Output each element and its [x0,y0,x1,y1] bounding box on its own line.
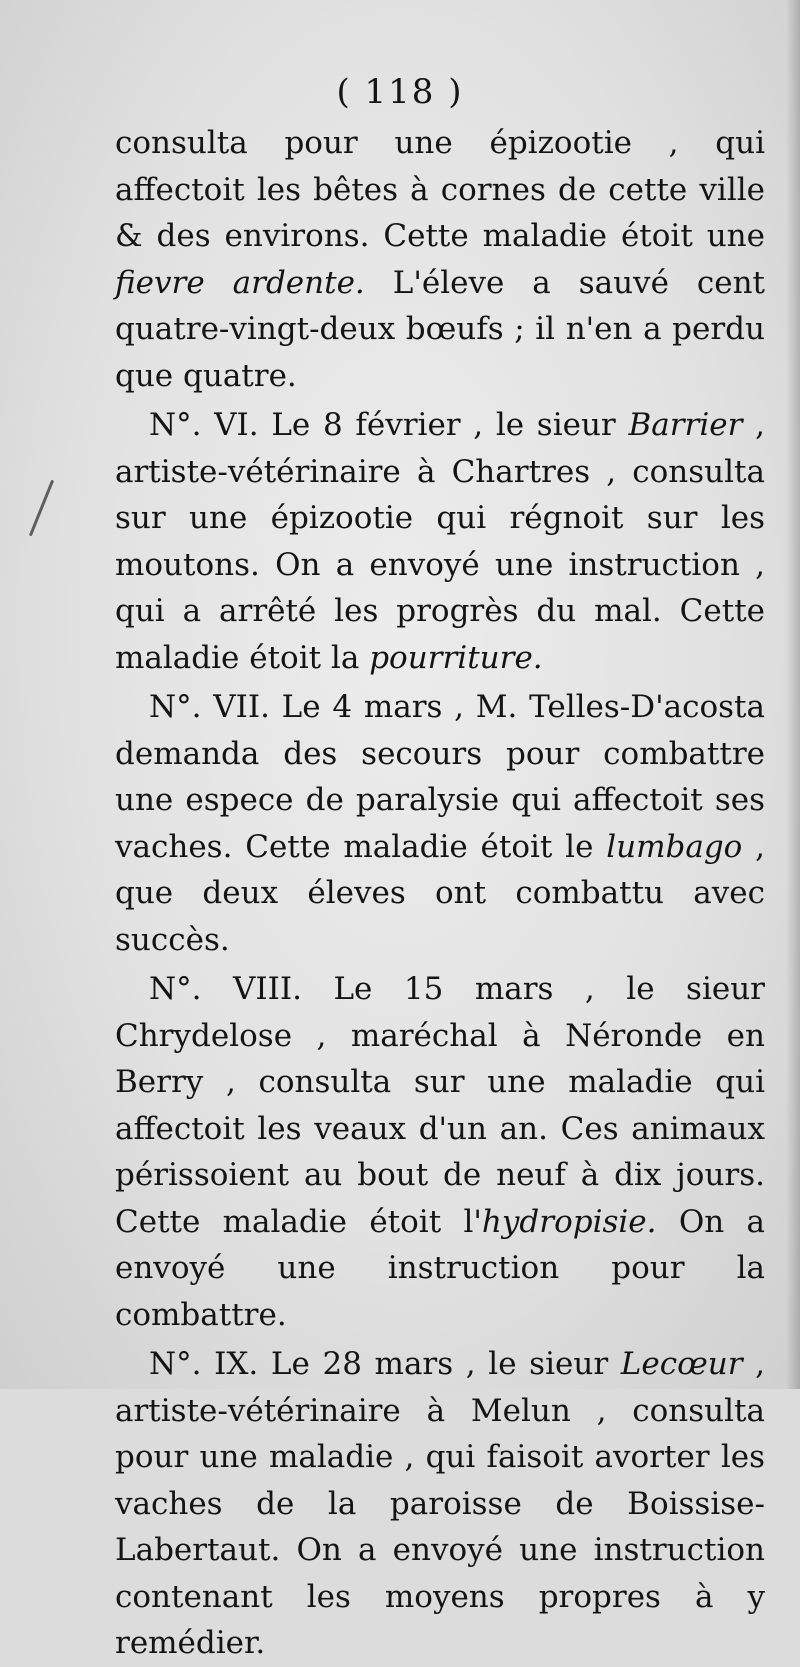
text-segment: L'éleve a sauvé cent quatre-vingt-deux bœufs ; il n'en a perdu que quatre. [115,264,765,394]
italic-term: hydropisie. [481,1203,657,1240]
text-segment: N°. IX. Le 28 mars , le sieur [149,1346,621,1382]
text-segment: , artiste-vétérinaire à Chartres , consulta sur une épizootie qui régnoit sur les moutons. On a envoyé une instruction , qui a arrêté les progrès du mal. Cette maladie étoit la [115,407,765,676]
text-segment: consulta pour une épizootie , qui affectoit les bêtes à cornes de cette ville & des environs. Cette maladie étoit une [115,125,765,254]
text-segment: N°. VI. Le 8 février , le sieur [149,407,629,443]
paragraph-no-vi [115,402,765,681]
paragraph-continuation [115,120,765,399]
text-segment: , que deux éleves ont combattu avec succès. [115,828,765,958]
body-text [115,120,765,1667]
italic-term: lumbago [606,828,743,865]
italic-term: Lecœur [620,1346,743,1382]
text-segment: On a envoyé une instruction pour la combattre. [115,1203,765,1333]
text-segment: N°. VII. Le 4 mars , M. Telles-D'acosta demanda des secours pour combattre une espece de paralysie qui affectoit ses vaches. Cette maladie étoit le [115,689,765,865]
page-number: ( 118 ) [336,72,464,112]
text-segment: , artiste-vétérinaire à Melun , consulta pour une maladie , qui faisoit avorter les vaches de la paroisse de Boissise-Labertaut. On a envoyé une instruction contenant les moyens propres à y remédier. [115,1346,766,1661]
page-edge-shadow [786,0,800,1389]
paragraph-no-ix [115,1341,765,1667]
italic-term: Barrier [628,407,743,443]
italic-term: pourriture. [369,639,543,676]
paragraph-no-viii [115,966,765,1338]
margin-pencil-mark [29,480,54,537]
text-segment: N°. VIII. Le 15 mars , le sieur Chrydelose , maréchal à Néronde en Berry , consulta sur une maladie qui affectoit les veaux d'un an. Ces animaux périssoient au bout de neuf à dix jours. Cette maladie étoit l' [115,971,765,1240]
italic-term: fievre ardente. [115,264,365,301]
paragraph-no-vii [115,684,765,963]
